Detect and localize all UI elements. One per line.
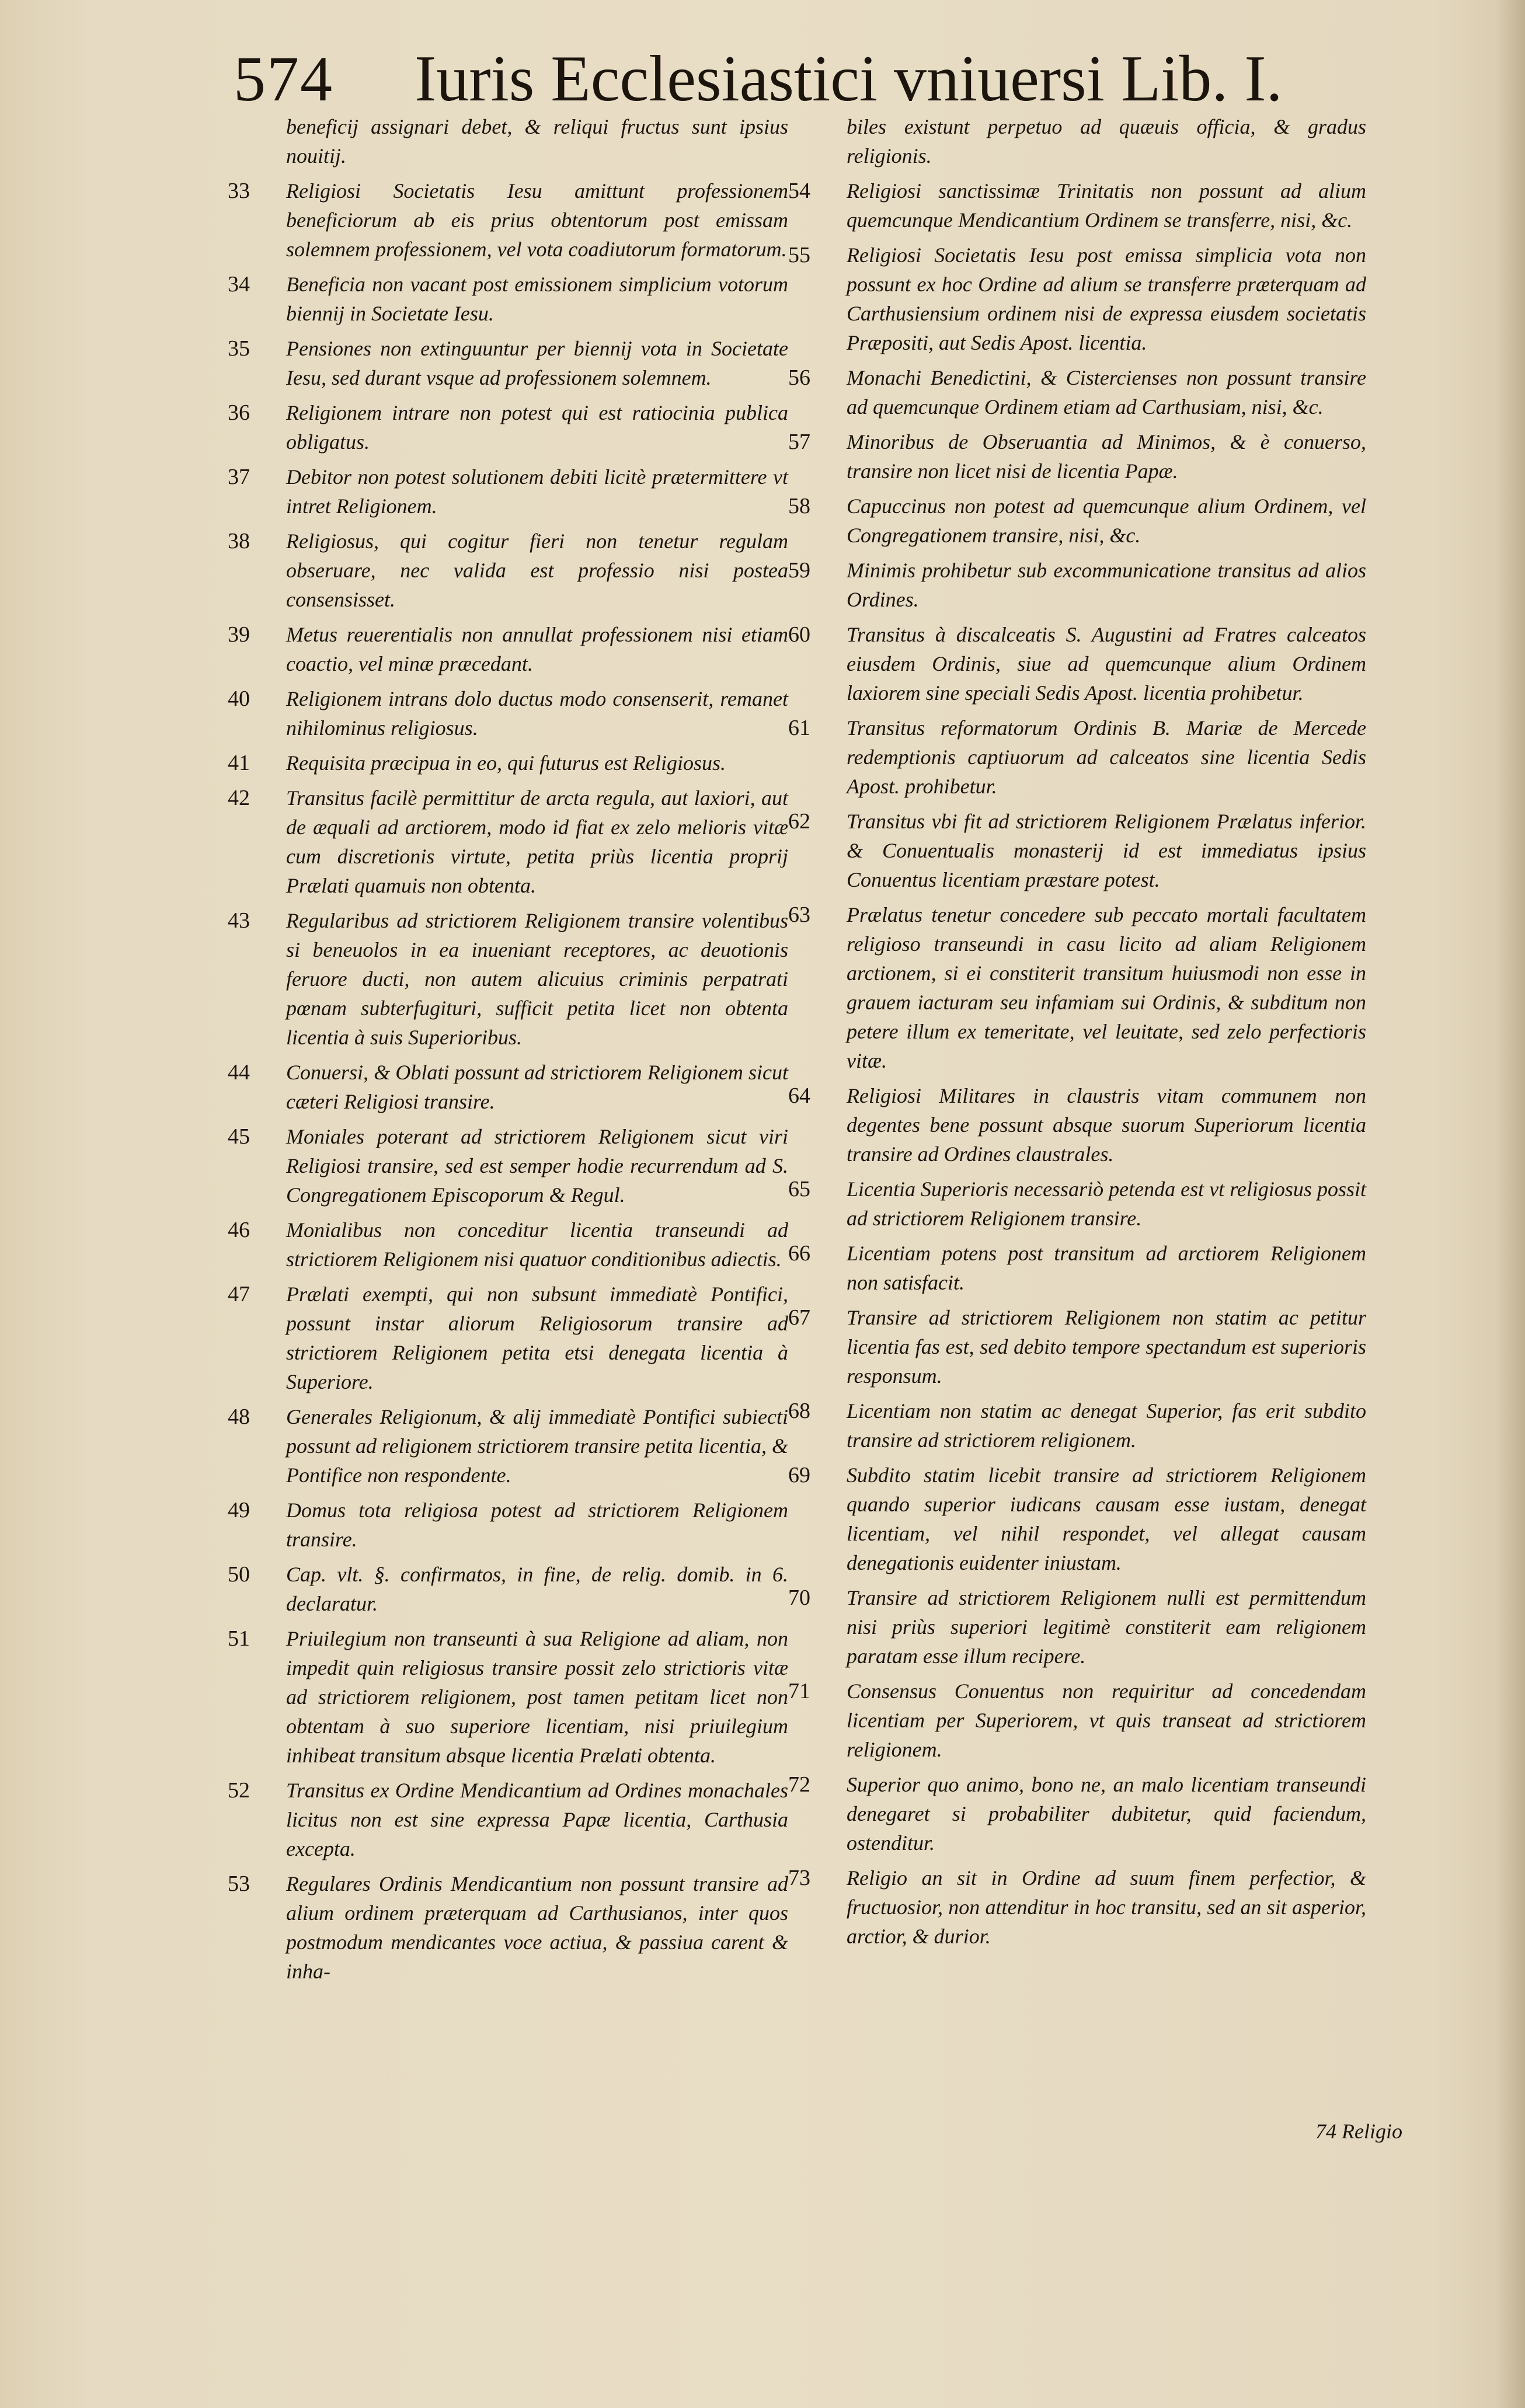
entry-text: Religio an sit in Ordine ad suum finem perfectior, & fructuosior, non attenditur in hoc transitu, sed an sit asperior, arctior, & durior. xyxy=(847,1866,1366,1948)
index-entry xyxy=(782,363,1366,421)
entry-number: 65 xyxy=(788,1177,810,1201)
entry-text: Generales Religionum, & alij immediatè Pontifici subiecti possunt ad religionem strictiorem transire petita licentia, & Pontifice non respondente. xyxy=(286,1405,788,1487)
entry-number: 46 xyxy=(228,1218,250,1242)
index-entry xyxy=(222,1122,788,1210)
entry-number: 52 xyxy=(228,1778,250,1803)
catchword: 74 Religio xyxy=(1315,2120,1402,2143)
index-entry xyxy=(782,620,1366,708)
entry-number: 58 xyxy=(788,494,810,518)
index-entry xyxy=(222,906,788,1052)
entry-text: Cap. vlt. §. confirmatos, in fine, de relig. domib. in 6. declaratur. xyxy=(286,1563,788,1615)
index-entry xyxy=(782,1770,1366,1858)
index-entry xyxy=(222,1058,788,1116)
entry-text: beneficij assignari debet, & reliqui fructus sunt ipsius nouitij. xyxy=(286,115,788,168)
entry-number: 68 xyxy=(788,1399,810,1423)
entry-text: Conuersi, & Oblati possunt ad strictiorem Religionem sicut cæteri Religiosi transire. xyxy=(286,1061,788,1113)
entry-text: Transire ad strictiorem Religionem non statim ac petitur licentia fas est, sed debito tempore spectandum est superioris responsum. xyxy=(847,1306,1366,1388)
entry-text: biles existunt perpetuo ad quæuis officia, & gradus religionis. xyxy=(847,115,1366,168)
entry-number: 72 xyxy=(788,1772,810,1797)
entry-text: Transitus à discalceatis S. Augustini ad Fratres calceatos eiusdem Ordinis, siue ad quemcunque alium Ordinem laxiorem sine speciali Sedis Apost. licentia prohibetur. xyxy=(847,623,1366,705)
entry-text: Debitor non potest solutionem debiti licitè prætermittere vt intret Religionem. xyxy=(286,465,788,518)
index-entry xyxy=(222,1280,788,1396)
index-entry xyxy=(782,427,1366,486)
entry-number: 33 xyxy=(228,179,250,203)
entry-number: 70 xyxy=(788,1585,810,1610)
index-entry xyxy=(782,1461,1366,1577)
entry-text: Religiosi Societatis Iesu amittunt professionem beneficiorum ab eis prius obtentorum post emissam solemnem professionem, vel vota coadiutorum formatorum. xyxy=(286,179,788,261)
entry-number: 48 xyxy=(228,1405,250,1429)
entry-text: Transitus reformatorum Ordinis B. Mariæ de Mercede redemptionis captiuorum ad calceatos sine licentia Sedis Apost. prohibetur. xyxy=(847,716,1366,798)
index-entry xyxy=(222,176,788,264)
index-entry xyxy=(782,807,1366,894)
index-entry xyxy=(782,1081,1366,1169)
entry-number: 44 xyxy=(228,1060,250,1085)
entry-number: 42 xyxy=(228,786,250,810)
entry-number: 38 xyxy=(228,529,250,553)
index-entry xyxy=(222,1496,788,1554)
entry-text: Transitus facilè permittitur de arcta regula, aut laxiori, aut de æquali ad arctiorem, modo id fiat ex zelo melioris vitæ cum discretionis virtute, petita priùs licentia proprij Prælati quamuis non obtenta. xyxy=(286,786,788,897)
entry-text: Minimis prohibetur sub excommunicatione transitus ad alios Ordines. xyxy=(847,559,1366,611)
entry-text: Monialibus non conceditur licentia transeundi ad strictiorem Religionem nisi quatuor conditionibus adiectis. xyxy=(286,1218,788,1271)
entry-text: Religionem intrare non potest qui est ratiocinia publica obligatus. xyxy=(286,401,788,454)
index-entry xyxy=(782,112,1366,170)
running-title: Iuris Ecclesiastici vniuersi Lib. I. xyxy=(415,43,1283,115)
index-entry xyxy=(782,1396,1366,1455)
index-entry xyxy=(222,1215,788,1274)
index-entry xyxy=(222,783,788,900)
entry-text: Transire ad strictiorem Religionem nulli est permittendum nisi priùs superiori legitimè constiterit eam religionem paratam esse illum recipere. xyxy=(847,1586,1366,1668)
entry-text: Capuccinus non potest ad quemcunque alium Ordinem, vel Congregationem transire, nisi, &c. xyxy=(847,494,1366,547)
entry-text: Regulares Ordinis Mendicantium non possunt transire ad alium ordinem præterquam ad Carthusianos, inter quos postmodum mendicantes voce actiua, & passiua carent & inha- xyxy=(286,1872,788,1983)
entry-number: 54 xyxy=(788,179,810,203)
entry-text: Monachi Benedictini, & Cistercienses non possunt transire ad quemcunque Ordinem etiam ad Carthusiam, nisi, &c. xyxy=(847,366,1366,419)
index-entry xyxy=(782,1175,1366,1233)
index-entry xyxy=(222,684,788,743)
entry-text: Prælatus tenetur concedere sub peccato mortali facultatem religioso transeundi in casu licito ad aliam Religionem arctionem, si ei constiterit transitum huiusmodi non esse in grauem iacturam seu infamiam sui Ordinis, & subditum non petere illum ex temeritate, vel leuitate, sed zelo perfectioris vitæ. xyxy=(847,903,1366,1072)
entry-number: 63 xyxy=(788,902,810,927)
entry-text: Pensiones non extinguuntur per biennij vota in Societate Iesu, sed durant vsque ad professionem solemnem. xyxy=(286,337,788,389)
index-entry xyxy=(782,1583,1366,1671)
index-entry xyxy=(222,1869,788,1986)
entry-number: 55 xyxy=(788,243,810,267)
index-entry xyxy=(782,900,1366,1075)
entry-number: 73 xyxy=(788,1866,810,1890)
index-entry xyxy=(782,241,1366,357)
entry-text: Subdito statim licebit transire ad strictiorem Religionem quando superior iudicans causam esse iustam, denegat licentiam, vel nihil respondet, vel allegat causam denegationis euidenter iniustam. xyxy=(847,1463,1366,1574)
entry-number: 47 xyxy=(228,1282,250,1306)
entry-number: 64 xyxy=(788,1083,810,1108)
index-entry xyxy=(222,748,788,778)
entry-text: Superior quo animo, bono ne, an malo licentiam transeundi denegaret si probabiliter dubitetur, quid faciendum, ostenditur. xyxy=(847,1773,1366,1855)
entry-number: 37 xyxy=(228,465,250,489)
entry-number: 51 xyxy=(228,1626,250,1651)
entry-text: Moniales poterant ad strictiorem Religionem sicut viri Religiosi transire, sed est semper hodie recurrendum ad S. Congregationem Episcoporum & Regul. xyxy=(286,1125,788,1207)
entry-number: 71 xyxy=(788,1679,810,1703)
index-entry xyxy=(222,1776,788,1863)
entry-number: 45 xyxy=(228,1124,250,1149)
entry-text: Religiosi sanctissimæ Trinitatis non possunt ad alium quemcunque Mendicantium Ordinem se transferre, nisi, &c. xyxy=(847,179,1366,232)
entry-number: 49 xyxy=(228,1498,250,1522)
entry-text: Metus reuerentialis non annullat professionem nisi etiam coactio, vel minæ præcedant. xyxy=(286,623,788,675)
index-entry xyxy=(222,1624,788,1770)
entry-text: Transitus ex Ordine Mendicantium ad Ordines monachales licitus non est sine expressa Papæ licentia, Carthusia excepta. xyxy=(286,1779,788,1860)
page-gutter-shadow xyxy=(1496,0,1525,2408)
entry-text: Licentiam non statim ac denegat Superior, fas erit subdito transire ad strictiorem religionem. xyxy=(847,1399,1366,1452)
page-number: 574 xyxy=(234,43,333,114)
left-column xyxy=(222,112,788,1992)
entry-text: Transitus vbi fit ad strictiorem Religionem Prælatus inferior. & Conuentualis monasterij id est immediatus ipsius Conuentus licentiam præstare potest. xyxy=(847,810,1366,891)
entry-number: 69 xyxy=(788,1463,810,1487)
entry-text: Licentiam potens post transitum ad arctiorem Religionem non satisfacit. xyxy=(847,1242,1366,1294)
entry-text: Prælati exempti, qui non subsunt immediatè Pontifici, possunt instar aliorum Religiosorum transire ad strictiorem Religionem petita etsi denegata licentia à Superiore. xyxy=(286,1283,788,1393)
entry-text: Religiosi Militares in claustris vitam communem non degentes bene possunt absque suorum Superiorum licentia transire ad Ordines claustrales. xyxy=(847,1084,1366,1166)
entry-number: 67 xyxy=(788,1305,810,1330)
index-entry xyxy=(222,398,788,456)
entry-text: Minoribus de Obseruantia ad Minimos, & è conuerso, transire non licet nisi de licentia Papæ. xyxy=(847,430,1366,483)
index-entry xyxy=(782,556,1366,614)
entry-number: 53 xyxy=(228,1872,250,1896)
entry-number: 56 xyxy=(788,365,810,390)
index-entry xyxy=(222,1560,788,1618)
entry-number: 40 xyxy=(228,686,250,711)
entry-text: Regularibus ad strictiorem Religionem transire volentibus si beneuolos in ea inueniant receptores, ac deuotionis feruore ducti, non autem alicuius criminis perpatrati pœnam subterfugituri, sufficit petita licet non obtenta licentia à suis Superioribus. xyxy=(286,909,788,1049)
index-entry xyxy=(782,1303,1366,1391)
entry-number: 60 xyxy=(788,622,810,647)
index-entry xyxy=(222,270,788,328)
entry-text: Consensus Conuentus non requiritur ad concedendam licentiam per Superiorem, vt quis transeat ad strictiorem religionem. xyxy=(847,1679,1366,1761)
index-entry xyxy=(222,334,788,392)
entry-number: 50 xyxy=(228,1562,250,1587)
entry-number: 34 xyxy=(228,272,250,297)
entry-number: 59 xyxy=(788,558,810,583)
index-entry xyxy=(222,112,788,170)
index-entry xyxy=(782,1677,1366,1764)
index-entry xyxy=(782,713,1366,801)
entry-number: 39 xyxy=(228,622,250,647)
entry-number: 35 xyxy=(228,336,250,361)
entry-number: 43 xyxy=(228,908,250,933)
entry-text: Domus tota religiosa potest ad strictiorem Religionem transire. xyxy=(286,1499,788,1551)
entry-text: Religiosi Societatis Iesu post emissa simplicia vota non possunt ex hoc Ordine ad alium se transferre præterquam ad Carthusiensium ordinem nisi de expressa eiusdem societatis Præpositi, aut Sedis Apost. licentia. xyxy=(847,243,1366,354)
entry-number: 62 xyxy=(788,809,810,834)
entry-text: Licentia Superioris necessariò petenda est vt religiosus possit ad strictiorem Religionem transire. xyxy=(847,1177,1366,1230)
entry-number: 36 xyxy=(228,400,250,425)
entry-text: Priuilegium non transeunti à sua Religione ad aliam, non impedit quin religiosus transire possit zelo strictioris vitæ ad strictiorem religionem, post tamen petitam licet non obtentam à suo superiore licentiam, nisi priuilegium inhibeat transitum absque licentia Prælati obtenta. xyxy=(286,1627,788,1767)
entry-text: Religionem intrans dolo ductus modo consenserit, remanet nihilominus religiosus. xyxy=(286,687,788,740)
index-entry xyxy=(782,1239,1366,1297)
entry-number: 41 xyxy=(228,751,250,775)
entry-text: Religiosus, qui cogitur fieri non tenetur regulam obseruare, nec valida est professio nisi postea consensisset. xyxy=(286,529,788,611)
right-column xyxy=(782,112,1366,1957)
index-entry xyxy=(222,620,788,678)
index-entry xyxy=(222,462,788,521)
index-entry xyxy=(222,527,788,614)
entry-number: 61 xyxy=(788,716,810,740)
entry-text: Requisita præcipua in eo, qui futurus est Religiosus. xyxy=(286,751,726,775)
entry-number: 66 xyxy=(788,1241,810,1266)
entry-text: Beneficia non vacant post emissionem simplicium votorum biennij in Societate Iesu. xyxy=(286,273,788,325)
index-entry xyxy=(782,1863,1366,1951)
index-entry xyxy=(782,492,1366,550)
entry-number: 57 xyxy=(788,430,810,454)
index-entry xyxy=(222,1402,788,1490)
page-header xyxy=(234,35,1401,123)
index-entry xyxy=(782,176,1366,235)
